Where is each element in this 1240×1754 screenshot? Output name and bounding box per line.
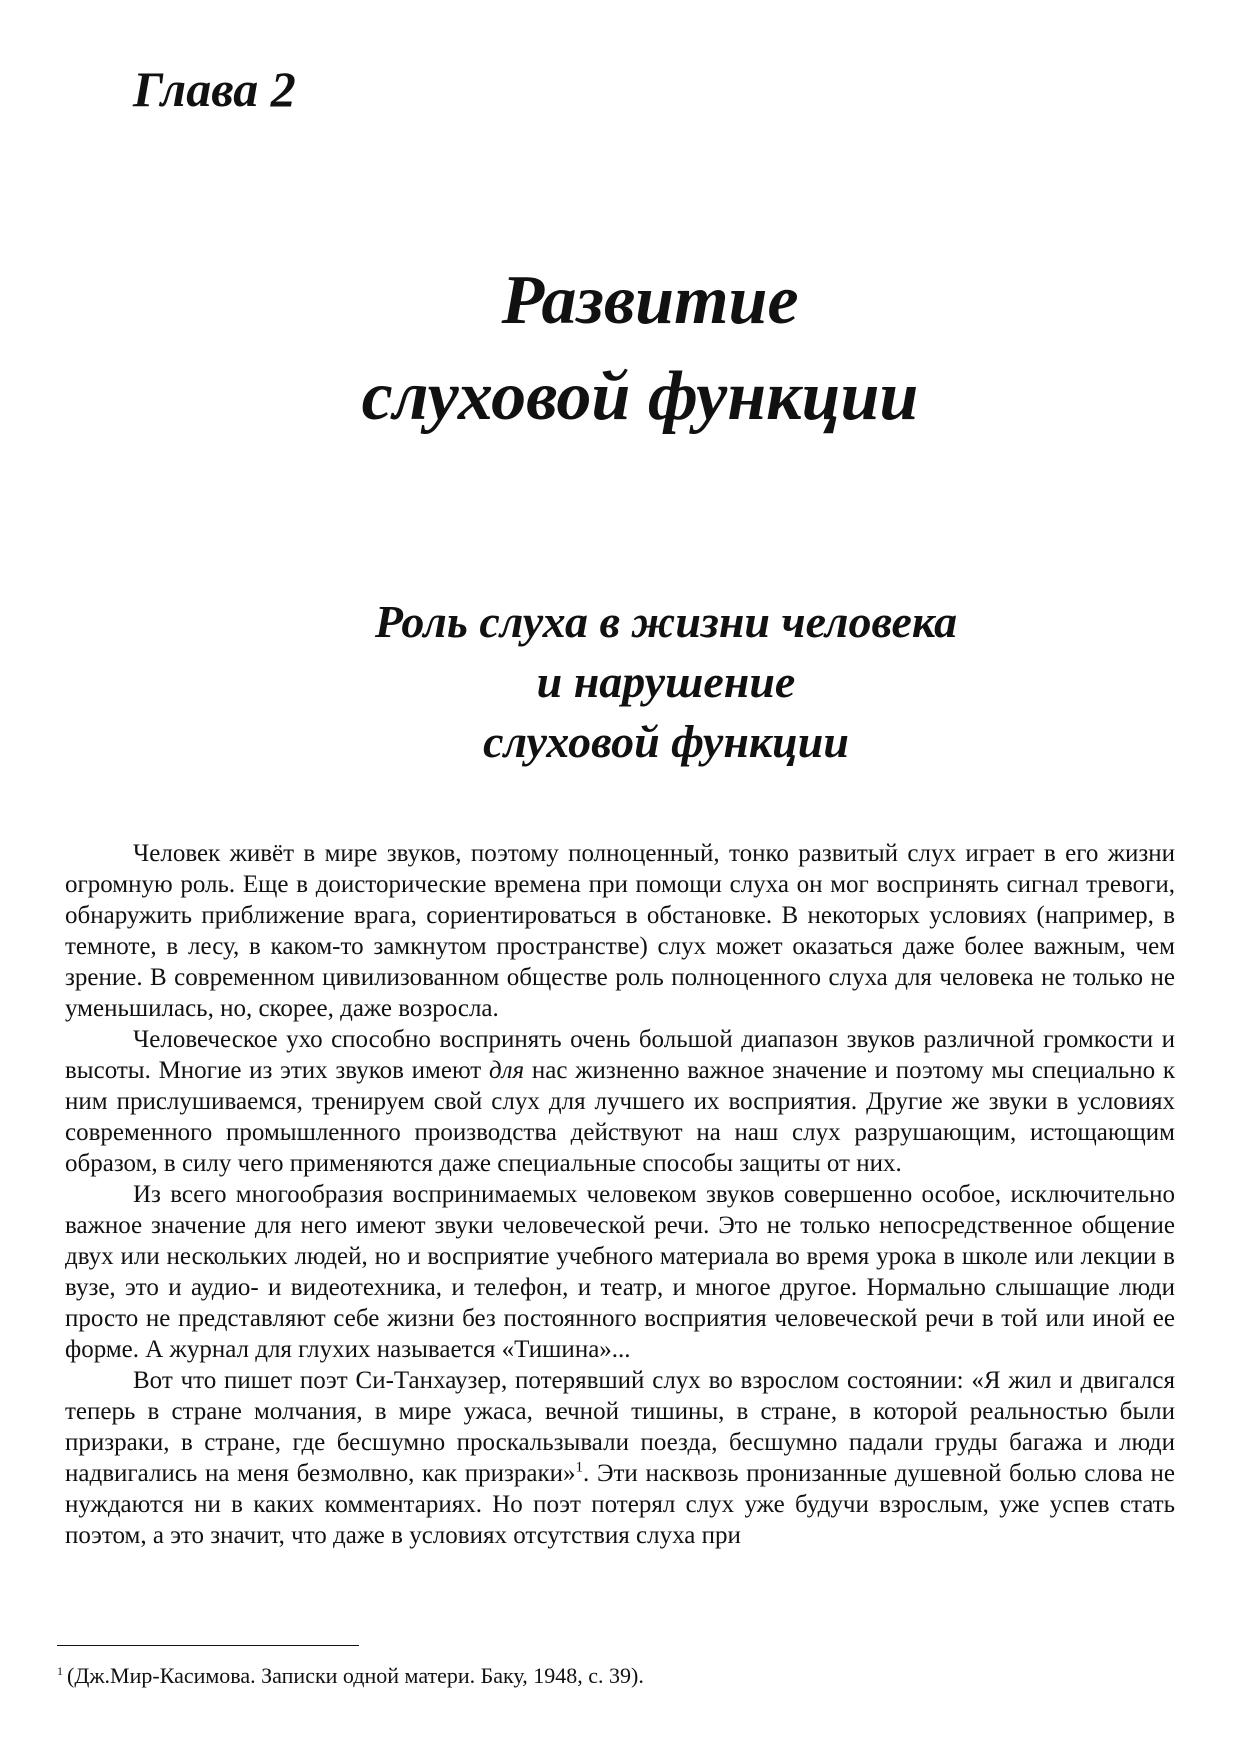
paragraph-4-part-b: . Эти насквозь пронизанные душевной болью слова не нуждаются ни в каких комментариях. Но поэт потерял слух уже будучи взрослым, уже успев стать поэтом, а это значит, что даже в условиях отсутствия слуха при bbox=[65, 1460, 1175, 1549]
section-title-line-1: Роль слуха в жизни человека bbox=[374, 596, 958, 647]
chapter-title bbox=[0, 253, 1240, 445]
body-text bbox=[65, 838, 1175, 1551]
section-title bbox=[0, 592, 1240, 772]
section-title-line-2: и нарушение bbox=[536, 656, 796, 707]
chapter-heading: Глава 2 bbox=[133, 61, 296, 117]
chapter-title-line-2: слуховой функции bbox=[361, 358, 919, 435]
footnote-text: (Дж.Мир-Касимова. Записки одной матери. Баку, 1948, с. 39). bbox=[67, 1663, 644, 1688]
footnote-reference[interactable]: 1 bbox=[575, 1459, 584, 1476]
footnote-number: 1 bbox=[57, 1663, 63, 1678]
paragraph-1: Человек живёт в мире звуков, поэтому полноценный, тонко развитый слух играет в его жизни огромную роль. Еще в доисторические времена при помощи слуха он мог воспринять сигнал тревоги, обнаружить приближение врага, сориентироваться в обстановке. В некоторых условиях (например, в темноте, в лесу, в каком-то замкнутом пространстве) слух может оказаться даже более важным, чем зрение. В современном цивилизованном обществе роль полноценного слуха для человека не только не уменьшилась, но, скорее, даже возросла. bbox=[65, 840, 1175, 1022]
paragraph-4 bbox=[65, 1365, 1175, 1551]
footnote-divider bbox=[57, 1645, 359, 1646]
chapter-title-line-1: Развитие bbox=[501, 262, 799, 339]
paragraph-2 bbox=[65, 1024, 1175, 1179]
footnote bbox=[57, 1662, 644, 1690]
paragraph-2-part-a: Человеческое ухо способно воспринять очень большой диапазон звуков различной громкости и высоты. Многие из этих звуков имеют bbox=[65, 1026, 1175, 1084]
paragraph-2-part-b: нас жизненно важное значение и поэтому мы специально к ним прислушиваемся, тренируем свой слух для лучшего их восприятия. Другие же звуки в условиях современного промышленного производства действуют на наш слух разрушающим, истощающим образом, в силу чего применяются даже специальные способы защиты от них. bbox=[65, 1057, 1176, 1177]
paragraph-4-part-a: Вот что пишет поэт Си-Танхаузер, потерявший слух во взрослом состоянии: «Я жил и двигался теперь в стране молчания, в мире ужаса, вечной тишины, в стране, в которой реальностью были призраки, в стране, где бесшумно проскальзывали поезда, бесшумно падали груды багажа и люди надвигались на меня безмолвно, как призраки» bbox=[65, 1367, 1175, 1487]
paragraph-3: Из всего многообразия воспринимаемых человеком звуков совершенно особое, исключительно важное значение для него имеют звуки человеческой речи. Это не только непосредственное общение двух или нескольких людей, но и восприятие учебного материала во время урока в школе или лекции в вузе, это и аудио- и видеотехника, и телефон, и театр, и многое другое. Нормально слышащие люди просто не представляют себе жизни без постоянного восприятия человеческой речи в той или иной ее форме. А журнал для глухих называется «Тишина»... bbox=[65, 1181, 1175, 1363]
section-title-line-3: слуховой функции bbox=[483, 716, 849, 767]
italic-word: для bbox=[488, 1057, 525, 1084]
